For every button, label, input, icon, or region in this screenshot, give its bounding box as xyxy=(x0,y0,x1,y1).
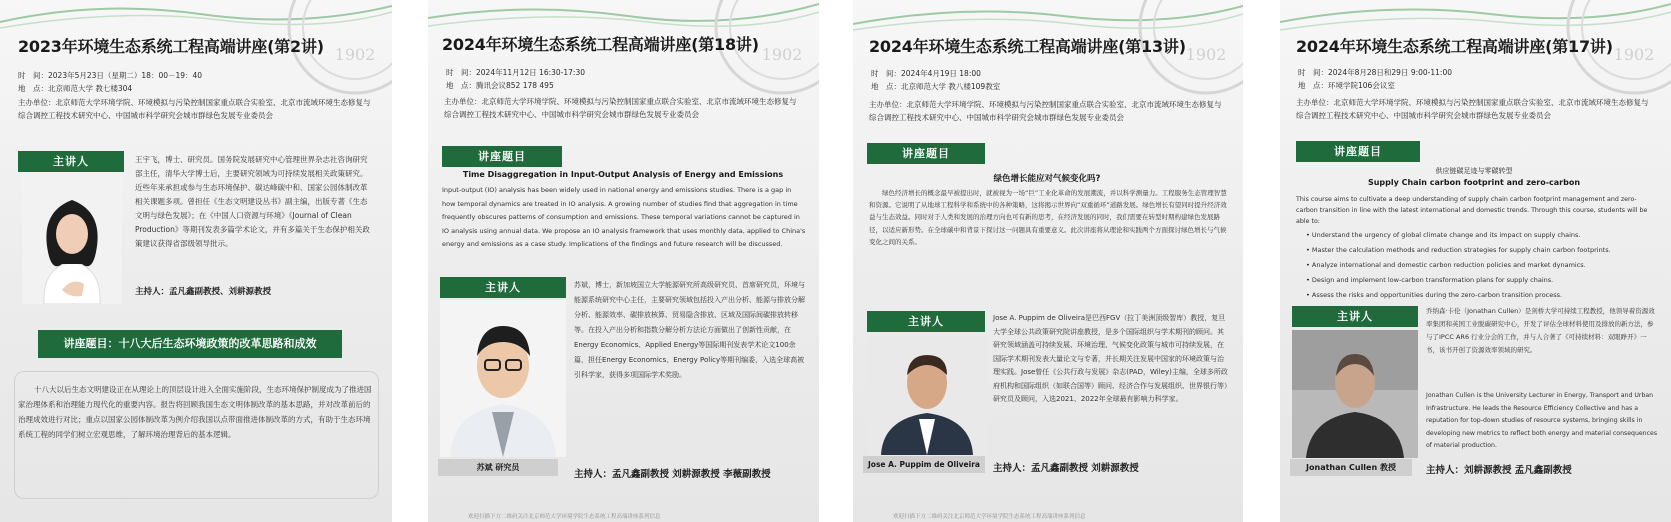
svg-text:1902: 1902 xyxy=(1185,45,1227,64)
list-item: • Analyze international and domestic carbon reduction policies and market dynamics. xyxy=(1306,258,1656,273)
speaker-bio: 苏斌，博士，新加坡国立大学能源研究所高级研究员、首席研究员，环境与能源系统研究中心主任，主要研究领域包括投入产出分析、能源与排放分解分析、能源效率、碳排放核算、贸易隐含排放、区域及国际间碳排放转移等。在投入产出分析和指数分解分析方法论方面做出了创新性贡献，在Energy Economics、Applied Energy等国际期刊发表学术论文100余篇，担任Energy Economics、Energy Policy等期刊编委，入选全球高被引科学家，获得多项国际学术奖励。 xyxy=(574,281,805,379)
poster-title: 2024年环境生态系统工程高端讲座(第18讲) xyxy=(442,35,759,54)
course-intro: This course aims to cultivate a deep understanding of supply chain carbon footprint management and zero-carbon transition in line with the latest international and domestic trends. Through this course, students will be able to: xyxy=(1296,196,1648,225)
lecture-place: 地 点：环境学院106会议室 xyxy=(1298,81,1395,90)
learning-outcomes xyxy=(1306,228,1656,303)
speaker-bio: Jose A. Puppim de Oliveira是巴西FGV（拉丁美洲顶级智库）教授，复旦大学全球公共政策研究院讲座教授，是多个国际组织与学术期刊的顾问。其研究领域涵盖可持续发展、环境治理、气候变化政策与城市可持续发展，在国际学术期刊发表大量论文与专著，并长期关注发展中国家的环境政策与治理实践。Jose曾任《公共行政与发展》杂志(PAD，Wiley)主编，全球多所政府机构和国际组织（如联合国等）顾问、经济合作与发展组织、世界银行等）研究员及顾问，入选2021、2022年全球最有影响力科学家。 xyxy=(993,314,1228,403)
speaker-bio-english: Jonathan Cullen is the University Lecturer in Energy, Transport and Urban Infrastructure. He leads the Resource Efficiency Collective and has a reputation for top-down studies of resource systems, bringing skills in developing new metrics to reflect both energy and material consequences of material production. xyxy=(1426,392,1658,449)
abstract-text: 绿色经济增长的概念最早被提出时，就被视为一场“巨”工业化革命的发展潮流，并以科学测量力。工程服务生态管理智慧和资源。它说明了从地球工程科学和系统中的各种策略，这将揭示世界向“双重循环”道路发展。绿色增长有望同时提升经济效益与生态效益。同时对于人类和发展的治理方向也可有新的思考，在经济发展的同时，我们需要在转型时期构建绿色发展路径，以适应新形势。在全球碳中和背景下探讨这一问题具有重要意义。此次讲座将从理论和实践两个方面探讨绿色增长与气候变化之间的关系。 xyxy=(869,189,1227,246)
abstract-text: Input-output (IO) analysis has been widely used in national energy and emissions studies. There is a gap in how temporal dynamics are treated in IO analysis. A growing number of studies find that aggregation in time frequently obscures patterns of consumption and emissions. These temporal variations cannot be captured in IO analysis using annual data. We propose an IO analysis framework that uses monthly data, applied to China's energy and emissions as a case study. Implications of the findings and future research will be discussed. xyxy=(442,186,806,248)
poster-lecture-2 xyxy=(0,0,392,522)
speaker-tag: 主讲人 xyxy=(867,311,985,332)
organizer: 主办单位：北京师范大学环境学院、环境模拟与污染控制国家重点联合实验室、北京市流域环境生态修复与综合调控工程技术研究中心、中国城市科学研究会城市群绿色发展专业委员会 xyxy=(444,97,797,119)
topic-english: Time Disaggregation in Input-Output Analysis of Energy and Emissions xyxy=(462,170,784,179)
svg-text:1902: 1902 xyxy=(334,45,376,64)
list-item: • Understand the urgency of global climate change and its impact on supply chains. xyxy=(1306,228,1656,243)
topic-tag: 讲座题目 xyxy=(867,143,985,164)
organizer: 主办单位：北京师范大学环境学院、环境模拟与污染控制国家重点联合实验室、北京市流域环境生态修复与综合调控工程技术研究中心、中国城市科学研究会城市群绿色发展专业委员会 xyxy=(18,98,371,120)
svg-text:1902: 1902 xyxy=(1613,45,1655,64)
speaker-caption: Jose A. Puppim de Oliveira xyxy=(863,456,985,473)
organizer: 主办单位：北京师范大学环境学院、环境模拟与污染控制国家重点联合实验室、北京市流域环境生态修复与综合调控工程技术研究中心、中国城市科学研究会城市群绿色发展专业委员会 xyxy=(869,100,1222,122)
topic-chinese: 绿色增长能应对气候变化吗? xyxy=(993,174,1101,184)
lecture-time: 时 间：2023年5月23日（星期二）18：00－19：40 xyxy=(18,71,203,80)
list-item: • Assess the risks and opportunities during the zero-carbon transition process. xyxy=(1306,288,1656,303)
host: 主持人：刘耕源教授 孟凡鑫副教授 xyxy=(1426,465,1572,476)
speaker-photo xyxy=(867,335,987,455)
speaker-photo xyxy=(22,172,122,304)
lecture-place: 地 点：腾讯会议852 178 495 xyxy=(446,81,554,90)
topic-english: Supply Chain carbon footprint and zero-carbon xyxy=(1367,178,1581,187)
host: 主持人：孟凡鑫副教授 刘耕源教授 xyxy=(993,463,1139,474)
speaker-tag: 主讲人 xyxy=(18,151,124,172)
list-item: • Design and implement low-carbon transformation plans for supply chains. xyxy=(1306,273,1656,288)
organizer: 主办单位：北京师范大学环境学院、环境模拟与污染控制国家重点联合实验室、北京市流域环境生态修复与综合调控工程技术研究中心、中国城市科学研究会城市群绿色发展专业委员会 xyxy=(1296,98,1649,120)
footer-note: 欢迎扫描下方二维码关注北京师范大学环境学院生态系统工程高端讲座系列信息 xyxy=(468,514,661,520)
lecture-time: 时 间：2024年8月28日和29日 9:00-11:00 xyxy=(1298,68,1452,77)
footer-note: 欢迎扫描下方二维码关注北京师范大学环境学院生态系统工程高端讲座系列信息 xyxy=(893,514,1086,520)
topic-tag: 讲座题目 xyxy=(442,146,562,167)
speaker-caption: 苏斌 研究员 xyxy=(438,459,558,476)
poster-title: 2024年环境生态系统工程高端讲座(第17讲) xyxy=(1296,37,1613,56)
poster-lecture-13 xyxy=(853,0,1243,522)
poster-title: 2024年环境生态系统工程高端讲座(第13讲) xyxy=(869,37,1186,56)
speaker-bio: 王宇飞，博士、研究员。国务院发展研究中心管理世界杂志社咨询研究部主任，清华大学博士后，主要研究领域为可持续发展相关政策研究。近些年来承担或参与生态环境保护、碳达峰碳中和、国家公园体制改革相关课题多项。曾担任《生态文明建设丛书》副主编，出版专著《生态文明与绿色发展》；在《中国人口资源与环境》《Journal of Clean Production》等期刊发表多篇学术论文，并有多篇关于生态保护相关政策建议获得省部级领导批示。 xyxy=(135,155,370,248)
poster-title: 2023年环境生态系统工程高端讲座(第2讲) xyxy=(18,37,324,56)
lecture-place: 地 点：北京师范大学 教八楼109教室 xyxy=(871,82,1001,91)
host: 主持人：孟凡鑫副教授 刘耕源教授 李薇副教授 xyxy=(574,469,771,480)
speaker-caption: Jonathan Cullen 教授 xyxy=(1290,459,1412,476)
list-item: • Master the calculation methods and reduction strategies for supply chain carbon footprints. xyxy=(1306,243,1656,258)
speaker-tag: 主讲人 xyxy=(440,277,566,298)
poster-lecture-17 xyxy=(1280,0,1671,522)
speaker-photo xyxy=(1292,330,1418,458)
lecture-time: 时 间：2024年4月19日 18:00 xyxy=(871,69,981,78)
lecture-place: 地 点：北京师范大学 教七楼304 xyxy=(18,84,133,93)
lecture-time: 时 间：2024年11月12日 16:30-17:30 xyxy=(446,68,585,77)
abstract-text: 十八大以后生态文明建设正在从理论上的顶层设计进入全面实施阶段，生态环境保护制度成为了推进国家治理体系和治理能力现代化的重要内容。报告将回顾我国生态文明体制改革的基本思路，并对改革前后的治理成效进行对比；重点以国家公园体制改革为例介绍我国以点带面推进体制改革的方式，有助于生态环境系统工程的同学们树立宏观思维，了解环境治理背后的基本逻辑。 xyxy=(18,385,372,439)
topic-banner: 讲座题目：十八大后生态环境政策的改革思路和成效 xyxy=(38,330,342,358)
speaker-bio-chinese: 乔纳森·卡伦（Jonathan Cullen）是剑桥大学可持续工程教授，他领导着资源效率集团和英国工业脱碳研究中心，开发了评估全球材料使用及排放的新方法，参与了IPCC AR6 行业分会的工作，并与人合著了《可持续材料：双眼睁开》一书，该书开创了资源效率领域的研究。 xyxy=(1426,307,1655,354)
speaker-photo xyxy=(440,300,566,457)
speaker-tag: 主讲人 xyxy=(1292,306,1418,327)
host: 主持人：孟凡鑫副教授、刘耕源教授 xyxy=(135,287,272,297)
poster-lecture-18 xyxy=(428,0,819,522)
topic-chinese: 供应链碳足迹与零碳转型 xyxy=(1435,167,1513,175)
svg-text:1902: 1902 xyxy=(761,45,803,64)
topic-tag: 讲座题目 xyxy=(1296,141,1420,162)
